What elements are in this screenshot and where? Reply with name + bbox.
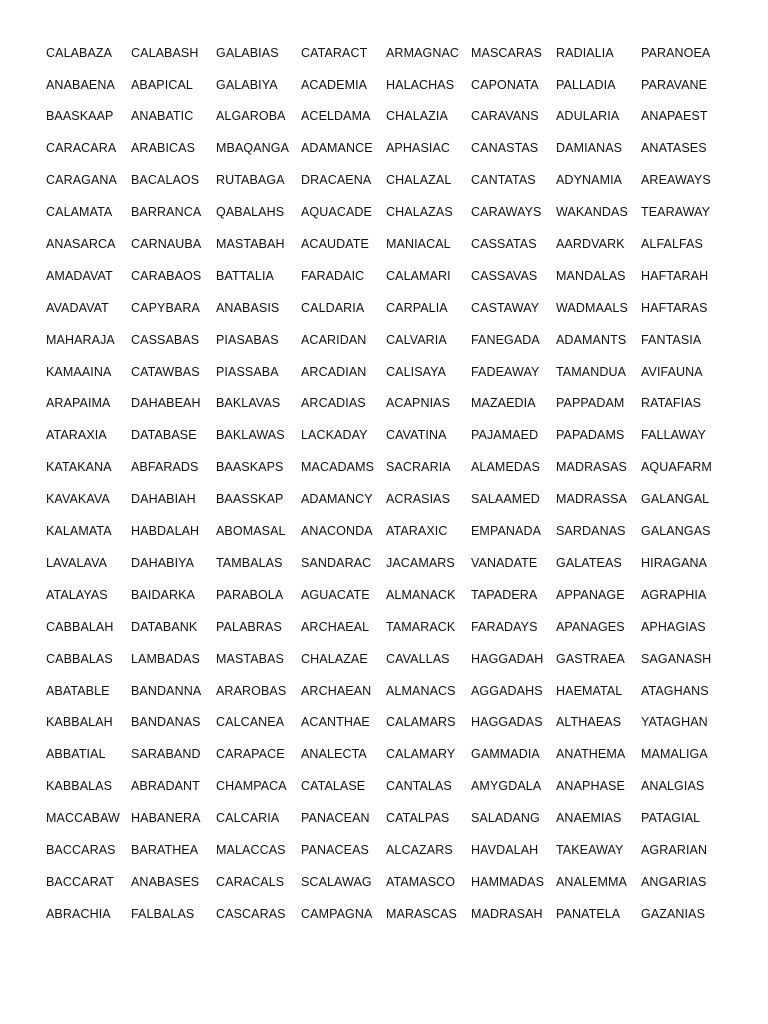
word-cell: ANASARCA <box>46 237 116 252</box>
word-cell: DATABASE <box>131 428 197 443</box>
word-cell: APPANAGE <box>556 587 625 602</box>
word-cell: ANABASES <box>131 874 200 889</box>
word-cell: CARABAOS <box>131 268 202 283</box>
word-cell: MACADAMS <box>301 460 375 475</box>
word-cell: SALAAMED <box>471 492 540 507</box>
word-cell: CATARACT <box>301 45 368 60</box>
word-cell: ANABASIS <box>216 300 280 315</box>
word-cell: CANASTAS <box>471 141 539 156</box>
word-cell: CALCARIA <box>216 811 280 826</box>
word-cell: AGRARIAN <box>641 842 708 857</box>
word-cell: KAMAAINA <box>46 364 112 379</box>
word-cell: SCALAWAG <box>301 874 372 889</box>
word-cell: CALABASH <box>131 45 199 60</box>
word-cell: CAPONATA <box>471 77 539 92</box>
word-cell: FALBALAS <box>131 906 195 921</box>
word-cell: TAMBALAS <box>216 555 283 570</box>
word-cell: QABALAHS <box>216 205 285 220</box>
word-cell: MASTABAS <box>216 651 284 666</box>
word-cell: BAASKAAP <box>46 109 114 124</box>
word-cell: PANATELA <box>556 906 621 921</box>
word-cell: MBAQANGA <box>216 141 290 156</box>
word-cell: ABAPICAL <box>131 77 193 92</box>
word-cell: GASTRAEA <box>556 651 625 666</box>
word-cell: CABBALAH <box>46 619 114 634</box>
word-cell: CATALASE <box>301 779 366 794</box>
word-cell: GALABIAS <box>216 45 279 60</box>
word-cell: CANTATAS <box>471 173 536 188</box>
word-cell: ANABATIC <box>131 109 194 124</box>
word-cell: YATAGHAN <box>641 715 708 730</box>
word-cell: ADYNAMIA <box>556 173 623 188</box>
word-cell: PATAGIAL <box>641 811 701 826</box>
word-cell: ARCADIAS <box>301 396 366 411</box>
word-cell: HABANERA <box>131 811 201 826</box>
word-cell: MADRASSA <box>556 492 627 507</box>
word-cell: MADRASAH <box>471 906 543 921</box>
word-cell: CALCANEA <box>216 715 285 730</box>
word-cell: CHAMPACA <box>216 779 287 794</box>
word-cell: ATARAXIC <box>386 524 448 539</box>
word-cell: ABATABLE <box>46 683 110 698</box>
word-cell: CAVALLAS <box>386 651 450 666</box>
word-cell: AQUAFARM <box>641 460 712 475</box>
word-cell: CASSABAS <box>131 332 200 347</box>
word-cell: TAPADERA <box>471 587 538 602</box>
word-cell: ADULARIA <box>556 109 620 124</box>
word-cell: BAIDARKA <box>131 587 196 602</box>
word-cell: CASCARAS <box>216 906 286 921</box>
word-cell: ACELDAMA <box>301 109 371 124</box>
word-cell: CASSAVAS <box>471 268 538 283</box>
word-cell: KABBALAS <box>46 779 113 794</box>
word-cell: CALISAYA <box>386 364 447 379</box>
word-cell: AGGADAHS <box>471 683 543 698</box>
word-cell: CAVATINA <box>386 428 447 443</box>
word-cell: BAASKAPS <box>216 460 284 475</box>
word-cell: SARABAND <box>131 747 201 762</box>
word-cell: CALVARIA <box>386 332 447 347</box>
word-cell: ANGARIAS <box>641 874 707 889</box>
word-cell: PIASABAS <box>216 332 279 347</box>
word-cell: KALAMATA <box>46 524 112 539</box>
word-cell: AVIFAUNA <box>641 364 703 379</box>
word-cell: HAFTARAS <box>641 300 708 315</box>
word-cell: CALABAZA <box>46 45 113 60</box>
word-cell: PAJAMAED <box>471 428 539 443</box>
word-cell: ADAMANCE <box>301 141 373 156</box>
word-cell: ARABICAS <box>131 141 196 156</box>
word-cell: ANACONDA <box>301 524 373 539</box>
word-cell: HAVDALAH <box>471 842 539 857</box>
word-cell: GALANGAS <box>641 524 711 539</box>
word-cell: ANAPHASE <box>556 779 625 794</box>
word-cell: GALANGAL <box>641 492 710 507</box>
word-cell: TAMARACK <box>386 619 456 634</box>
word-cell: CALAMARI <box>386 268 451 283</box>
word-cell: SACRARIA <box>386 460 451 475</box>
word-cell: GALATEAS <box>556 555 622 570</box>
word-cell: HALACHAS <box>386 77 455 92</box>
word-cell: AMADAVAT <box>46 268 113 283</box>
word-cell: ANALECTA <box>301 747 367 762</box>
word-cell: PAPADAMS <box>556 428 625 443</box>
word-cell: APHAGIAS <box>641 619 706 634</box>
word-cell: KABBALAH <box>46 715 113 730</box>
word-cell: PANACEAN <box>301 811 370 826</box>
word-grid <box>46 37 746 930</box>
word-cell: HAGGADAH <box>471 651 544 666</box>
word-cell: ALGAROBA <box>216 109 286 124</box>
word-cell: AREAWAYS <box>641 173 711 188</box>
word-cell: HAFTARAH <box>641 268 709 283</box>
word-cell: MAZAEDIA <box>471 396 536 411</box>
word-cell: MASTABAH <box>216 237 285 252</box>
word-cell: ABOMASAL <box>216 524 286 539</box>
word-cell: MALACCAS <box>216 842 286 857</box>
word-cell: ACARIDAN <box>301 332 367 347</box>
word-cell: PANACEAS <box>301 842 369 857</box>
word-cell: CATALPAS <box>386 811 450 826</box>
word-cell: GAZANIAS <box>641 906 706 921</box>
word-cell: GAMMADIA <box>471 747 540 762</box>
word-cell: CHALAZAE <box>301 651 368 666</box>
word-cell: ALMANACK <box>386 587 456 602</box>
word-cell: BAKLAWAS <box>216 428 285 443</box>
word-cell: ACRASIAS <box>386 492 451 507</box>
word-cell: GALABIYA <box>216 77 278 92</box>
word-cell: PARABOLA <box>216 587 284 602</box>
word-cell: PAPPADAM <box>556 396 625 411</box>
word-cell: DAHABIYA <box>131 555 195 570</box>
word-cell: CALAMARS <box>386 715 456 730</box>
word-cell: HAMMADAS <box>471 874 545 889</box>
word-cell: DAHABEAH <box>131 396 201 411</box>
word-cell: CARPALIA <box>386 300 448 315</box>
word-cell: PALABRAS <box>216 619 282 634</box>
word-cell: HABDALAH <box>131 524 200 539</box>
word-cell: DAHABIAH <box>131 492 196 507</box>
word-cell: CALAMARY <box>386 747 456 762</box>
word-cell: MACCABAW <box>46 811 120 826</box>
word-cell: ANALEMMA <box>556 874 627 889</box>
word-cell: HAEMATAL <box>556 683 623 698</box>
word-cell: FALLAWAY <box>641 428 706 443</box>
word-cell: SARDANAS <box>556 524 626 539</box>
word-cell: BATTALIA <box>216 268 274 283</box>
word-cell: APANAGES <box>556 619 625 634</box>
word-cell: DRACAENA <box>301 173 372 188</box>
word-cell: EMPANADA <box>471 524 542 539</box>
word-cell: ABFARADS <box>131 460 199 475</box>
word-cell: CALAMATA <box>46 205 113 220</box>
word-cell: HIRAGANA <box>641 555 708 570</box>
word-cell: ALTHAEAS <box>556 715 622 730</box>
word-cell: CARAPACE <box>216 747 285 762</box>
word-cell: PIASSABA <box>216 364 279 379</box>
word-cell: ACADEMIA <box>301 77 368 92</box>
word-cell: ADAMANCY <box>301 492 373 507</box>
word-cell: ANABAENA <box>46 77 115 92</box>
word-cell: ARCHAEAL <box>301 619 370 634</box>
word-cell: BACCARAT <box>46 874 114 889</box>
word-cell: ATAMASCO <box>386 874 456 889</box>
word-cell: CANTALAS <box>386 779 452 794</box>
word-cell: BAKLAVAS <box>216 396 281 411</box>
word-cell: MAMALIGA <box>641 747 708 762</box>
word-cell: MANIACAL <box>386 237 451 252</box>
word-cell: ANATASES <box>641 141 707 156</box>
word-cell: ACAUDATE <box>301 237 369 252</box>
word-cell: CHALAZAS <box>386 205 453 220</box>
word-cell: AVADAVAT <box>46 300 109 315</box>
word-cell: BAASSKAP <box>216 492 284 507</box>
word-cell: CASSATAS <box>471 237 537 252</box>
word-cell: MADRASAS <box>556 460 627 475</box>
word-cell: VANADATE <box>471 555 538 570</box>
word-cell: BARRANCA <box>131 205 202 220</box>
word-cell: ALFALFAS <box>641 237 703 252</box>
word-cell: MAHARAJA <box>46 332 115 347</box>
word-cell: ALAMEDAS <box>471 460 540 475</box>
word-cell: KATAKANA <box>46 460 112 475</box>
word-cell: RUTABAGA <box>216 173 285 188</box>
word-cell: LACKADAY <box>301 428 368 443</box>
word-cell: FADEAWAY <box>471 364 540 379</box>
word-cell: AMYGDALA <box>471 779 542 794</box>
word-cell: ARCHAEAN <box>301 683 372 698</box>
word-cell: AGUACATE <box>301 587 370 602</box>
word-cell: PALLADIA <box>556 77 616 92</box>
word-cell: HAGGADAS <box>471 715 543 730</box>
word-cell: MARASCAS <box>386 906 457 921</box>
word-cell: KAVAKAVA <box>46 492 110 507</box>
word-cell: CARNAUBA <box>131 237 202 252</box>
word-cell: WADMAALS <box>556 300 628 315</box>
word-cell: CALDARIA <box>301 300 365 315</box>
word-cell: ARMAGNAC <box>386 45 460 60</box>
word-cell: ANAPAEST <box>641 109 708 124</box>
word-cell: MANDALAS <box>556 268 626 283</box>
word-cell: FARADAIC <box>301 268 365 283</box>
word-cell: SANDARAC <box>301 555 372 570</box>
word-cell: CASTAWAY <box>471 300 540 315</box>
word-cell: ACAPNIAS <box>386 396 451 411</box>
word-cell: DAMIANAS <box>556 141 623 156</box>
word-cell: CAPYBARA <box>131 300 200 315</box>
word-cell: ABBATIAL <box>46 747 106 762</box>
word-cell: PARANOEA <box>641 45 711 60</box>
word-cell: APHASIAC <box>386 141 451 156</box>
word-cell: LAVALAVA <box>46 555 108 570</box>
word-cell: TAMANDUA <box>556 364 627 379</box>
word-cell: ABRACHIA <box>46 906 111 921</box>
word-cell: BARATHEA <box>131 842 199 857</box>
word-cell: TEARAWAY <box>641 205 711 220</box>
word-cell: SAGANASH <box>641 651 712 666</box>
word-cell: CAMPAGNA <box>301 906 373 921</box>
word-cell: ATARAXIA <box>46 428 107 443</box>
word-cell: LAMBADAS <box>131 651 200 666</box>
word-cell: ALCAZARS <box>386 842 453 857</box>
word-cell: ARAROBAS <box>216 683 287 698</box>
word-cell: ABRADANT <box>131 779 200 794</box>
word-cell: CARAVANS <box>471 109 539 124</box>
word-cell: CARAWAYS <box>471 205 542 220</box>
word-cell: ARCADIAN <box>301 364 367 379</box>
word-cell: CARACALS <box>216 874 285 889</box>
word-cell: CARAGANA <box>46 173 117 188</box>
word-cell: MASCARAS <box>471 45 542 60</box>
word-cell: CHALAZAL <box>386 173 452 188</box>
word-cell: AGRAPHIA <box>641 587 707 602</box>
word-cell: RATAFIAS <box>641 396 702 411</box>
word-cell: ANAEMIAS <box>556 811 622 826</box>
word-cell: TAKEAWAY <box>556 842 624 857</box>
word-cell: SALADANG <box>471 811 540 826</box>
word-cell: ATAGHANS <box>641 683 709 698</box>
word-cell: ACANTHAE <box>301 715 370 730</box>
word-cell: AQUACADE <box>301 205 372 220</box>
word-cell: CABBALAS <box>46 651 113 666</box>
word-cell: WAKANDAS <box>556 205 628 220</box>
word-cell: CARACARA <box>46 141 117 156</box>
word-cell: ANATHEMA <box>556 747 626 762</box>
word-cell: BACCARAS <box>46 842 116 857</box>
word-cell: FANEGADA <box>471 332 540 347</box>
word-cell: ATALAYAS <box>46 587 108 602</box>
word-cell: FARADAYS <box>471 619 538 634</box>
word-cell: DATABANK <box>131 619 198 634</box>
word-cell: BACALAOS <box>131 173 200 188</box>
word-cell: JACAMARS <box>386 555 455 570</box>
word-cell: PARAVANE <box>641 77 708 92</box>
word-cell: FANTASIA <box>641 332 702 347</box>
word-cell: RADIALIA <box>556 45 614 60</box>
word-cell: BANDANAS <box>131 715 201 730</box>
word-cell: CHALAZIA <box>386 109 448 124</box>
word-cell: ANALGIAS <box>641 779 705 794</box>
word-cell: AARDVARK <box>556 237 625 252</box>
word-cell: CATAWBAS <box>131 364 200 379</box>
word-cell: ARAPAIMA <box>46 396 111 411</box>
word-cell: BANDANNA <box>131 683 202 698</box>
word-cell: ADAMANTS <box>556 332 627 347</box>
word-cell: ALMANACS <box>386 683 456 698</box>
